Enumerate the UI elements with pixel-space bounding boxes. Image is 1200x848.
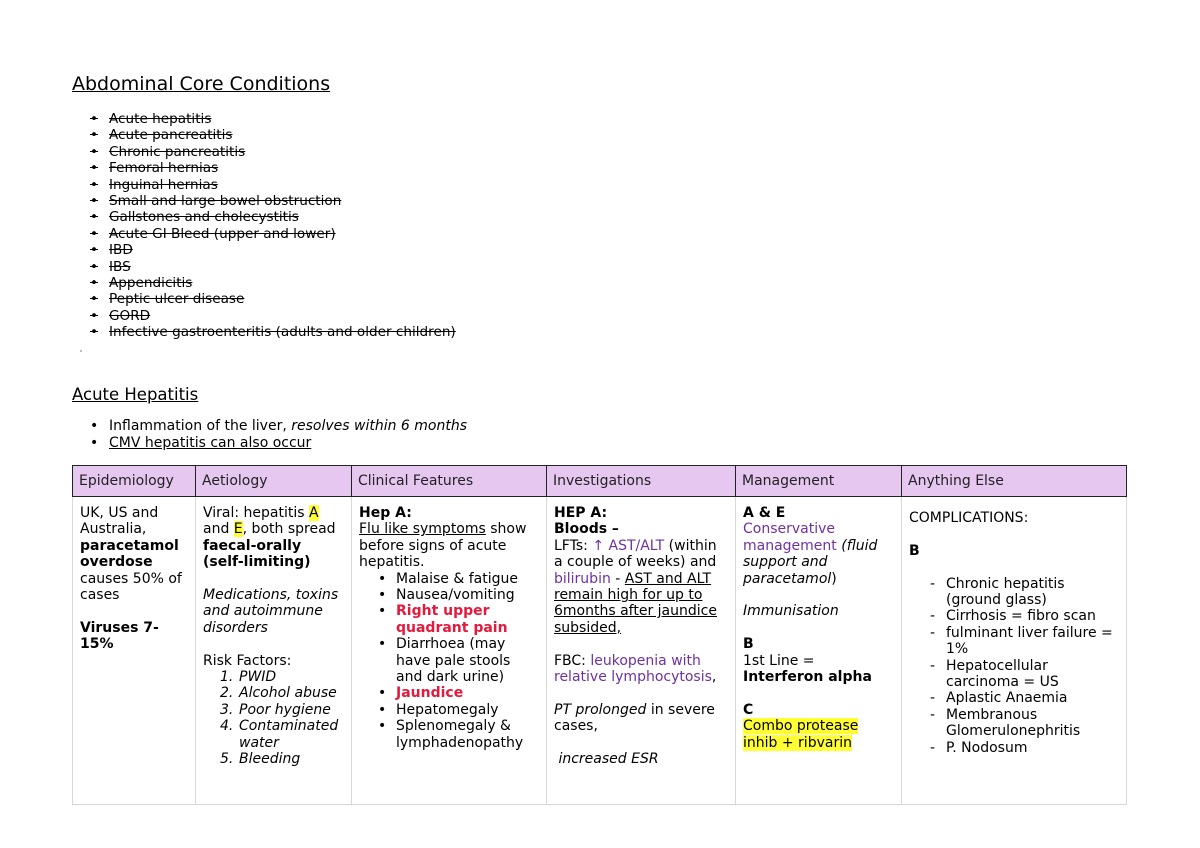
intro-text: Inflammation of the liver, xyxy=(109,418,292,434)
mgmt-b: B xyxy=(743,636,754,653)
list-item: - Cirrhosis = fibro scan xyxy=(930,608,1096,625)
condition-label: Small and large bowel obstruction xyxy=(109,192,342,209)
header-investigations: Investigations xyxy=(547,466,736,497)
aet-bold: faecal-orally (self-limiting) xyxy=(203,537,311,571)
risk-factors-label: Risk Factors: xyxy=(203,652,292,669)
cell-anything-else xyxy=(902,497,1127,805)
condition-label: IBD xyxy=(109,242,133,259)
cell-investigations: HEP A: Bloods – LFTs: ↑ AST/ALT (within a couple of weeks) and bilirubin - AST and ALT remain high for up to 6months after jaundice subsided, FBC: leukopenia with relative lymphocytosis, PT prolonged in severe cases, increased ESR xyxy=(547,497,736,805)
inv-heading: HEP A: xyxy=(554,505,608,521)
list-item xyxy=(72,324,456,340)
list-item: 4. Contaminated water xyxy=(220,718,339,751)
cell-epidemiology xyxy=(73,497,196,805)
list-item: 3. Poor hygiene xyxy=(220,701,331,718)
condition-label: Chronic pancreatitis xyxy=(109,143,246,160)
bullet-icon: • xyxy=(90,274,99,291)
condition-label: Gallstones and cholecystitis xyxy=(109,209,299,226)
list-item: • Jaundice xyxy=(378,685,464,702)
list-item: • Malaise & fatigue xyxy=(378,570,519,587)
list-item xyxy=(72,111,456,127)
mgmt-immunisation: Immunisation xyxy=(743,603,839,620)
inv-esr: increased ESR xyxy=(554,751,659,768)
bullet-icon: • xyxy=(90,291,99,308)
highlight-e: E xyxy=(233,521,243,538)
list-item xyxy=(72,435,467,452)
list-item: 5. Bleeding xyxy=(220,751,301,768)
condition-label: IBS xyxy=(109,258,131,275)
condition-label: Femoral hernias xyxy=(109,160,219,177)
list-item: • Nausea/vomiting xyxy=(378,587,515,604)
list-item xyxy=(72,275,456,291)
epi-bold: paracetamol overdose xyxy=(80,537,179,571)
else-b: B xyxy=(909,542,920,559)
list-item: - Chronic hepatitis (ground glass) xyxy=(930,575,1065,608)
bullet-icon: • xyxy=(90,176,99,193)
cell-aetiology xyxy=(196,497,352,805)
list-item: - Membranous Glomerulonephritis xyxy=(930,706,1081,740)
list-item xyxy=(72,144,456,160)
header-epidemiology: Epidemiology xyxy=(73,466,196,497)
condition-label: Peptic ulcer disease xyxy=(109,291,245,308)
conditions-list xyxy=(72,111,456,340)
mgmt-ae: A & E xyxy=(743,505,786,521)
bullet-icon: • xyxy=(90,242,99,259)
condition-label: Appendicitis xyxy=(109,274,193,291)
list-item xyxy=(72,177,456,193)
condition-label: Inguinal hernias xyxy=(109,176,218,193)
clin-text: show before signs of acute hepatitis. xyxy=(359,521,527,571)
condition-label: Infective gastroenteritis (adults and older children) xyxy=(109,324,456,341)
bullet-icon: • xyxy=(90,324,99,341)
bullet-icon: • xyxy=(90,418,99,434)
aet-text: and xyxy=(203,521,234,538)
mgmt-combo: Combo protease inhib + ribvarin xyxy=(743,718,859,751)
header-management: Management xyxy=(736,466,902,497)
aet-text: , both spread xyxy=(242,521,336,538)
bullet-icon: • xyxy=(90,127,99,144)
table-header-row xyxy=(73,466,1127,497)
condition-label: Acute pancreatitis xyxy=(109,127,233,144)
cell-management: A & E Conservative management (fluid support and paracetamol) Immunisation B 1st Line = Interferon alpha C Combo protease inhib + ribvarin xyxy=(736,497,902,805)
condition-label: Acute hepatitis xyxy=(109,111,212,127)
list-item xyxy=(72,209,456,225)
list-item xyxy=(72,226,456,242)
stray-mark xyxy=(80,350,82,352)
list-item: • Right upper quadrant pain xyxy=(378,603,508,636)
table-row xyxy=(73,497,1127,805)
epi-viruses: Viruses 7-15% xyxy=(80,619,159,653)
bullet-icon: • xyxy=(90,192,99,209)
epi-text: UK, US and Australia, xyxy=(80,505,159,538)
bullet-icon: • xyxy=(90,307,99,324)
bullet-icon: • xyxy=(90,143,99,160)
section-title: Acute Hepatitis xyxy=(72,385,199,404)
aet-italic: Medications, toxins and autoimmune disorders xyxy=(203,587,339,636)
list-item: 2. Alcohol abuse xyxy=(220,685,337,702)
complications-list xyxy=(909,576,1120,756)
intro-italic: resolves within 6 months xyxy=(291,418,467,434)
list-item: • Splenomegaly & lymphadenopathy xyxy=(378,718,524,751)
bullet-icon: • xyxy=(90,258,99,275)
condition-label: Acute GI Bleed (upper and lower) xyxy=(109,225,336,242)
list-item: • Diarrhoea (may have pale stools and dark urine) xyxy=(378,636,511,686)
header-aetiology: Aetiology xyxy=(196,466,352,497)
aet-text: Viral: hepatitis xyxy=(203,505,310,521)
list-item: 1. PWID xyxy=(220,669,277,686)
list-item xyxy=(72,259,456,275)
bullet-icon: • xyxy=(90,435,99,451)
cell-clinical-features xyxy=(352,497,547,805)
list-item: - fulminant liver failure = 1% xyxy=(930,624,1113,658)
list-item: - Hepatocellular carcinoma = US xyxy=(930,657,1059,691)
list-item xyxy=(72,193,456,209)
epi-text: causes 50% of cases xyxy=(80,570,182,604)
intro-list xyxy=(72,418,467,452)
clin-flu: Flu like symptoms xyxy=(359,521,486,538)
list-item: • Hepatomegaly xyxy=(378,701,499,718)
page-title: Abdominal Core Conditions xyxy=(72,73,331,95)
list-item xyxy=(72,127,456,143)
header-clinical-features: Clinical Features xyxy=(352,466,547,497)
highlight-a: A xyxy=(309,505,319,521)
list-item xyxy=(72,160,456,176)
condition-label: GORD xyxy=(109,307,151,324)
bullet-icon: • xyxy=(90,160,99,177)
intro-text: CMV hepatitis can also occur xyxy=(109,435,312,451)
bullet-icon: • xyxy=(90,111,99,127)
symptoms-list xyxy=(359,571,540,751)
list-item xyxy=(72,308,456,324)
list-item xyxy=(72,291,456,307)
clin-heading: Hep A: xyxy=(359,505,412,521)
header-anything-else: Anything Else xyxy=(902,466,1127,497)
hepatitis-table xyxy=(72,465,1127,805)
bullet-icon: • xyxy=(90,209,99,226)
list-item: - P. Nodosum xyxy=(930,739,1028,756)
bullet-icon: • xyxy=(90,225,99,242)
complications-label: COMPLICATIONS: xyxy=(909,510,1029,526)
risk-factors-list xyxy=(203,669,345,767)
list-item xyxy=(72,242,456,258)
mgmt-c: C xyxy=(743,701,754,718)
list-item: - Aplastic Anaemia xyxy=(930,690,1068,707)
list-item xyxy=(72,418,467,435)
